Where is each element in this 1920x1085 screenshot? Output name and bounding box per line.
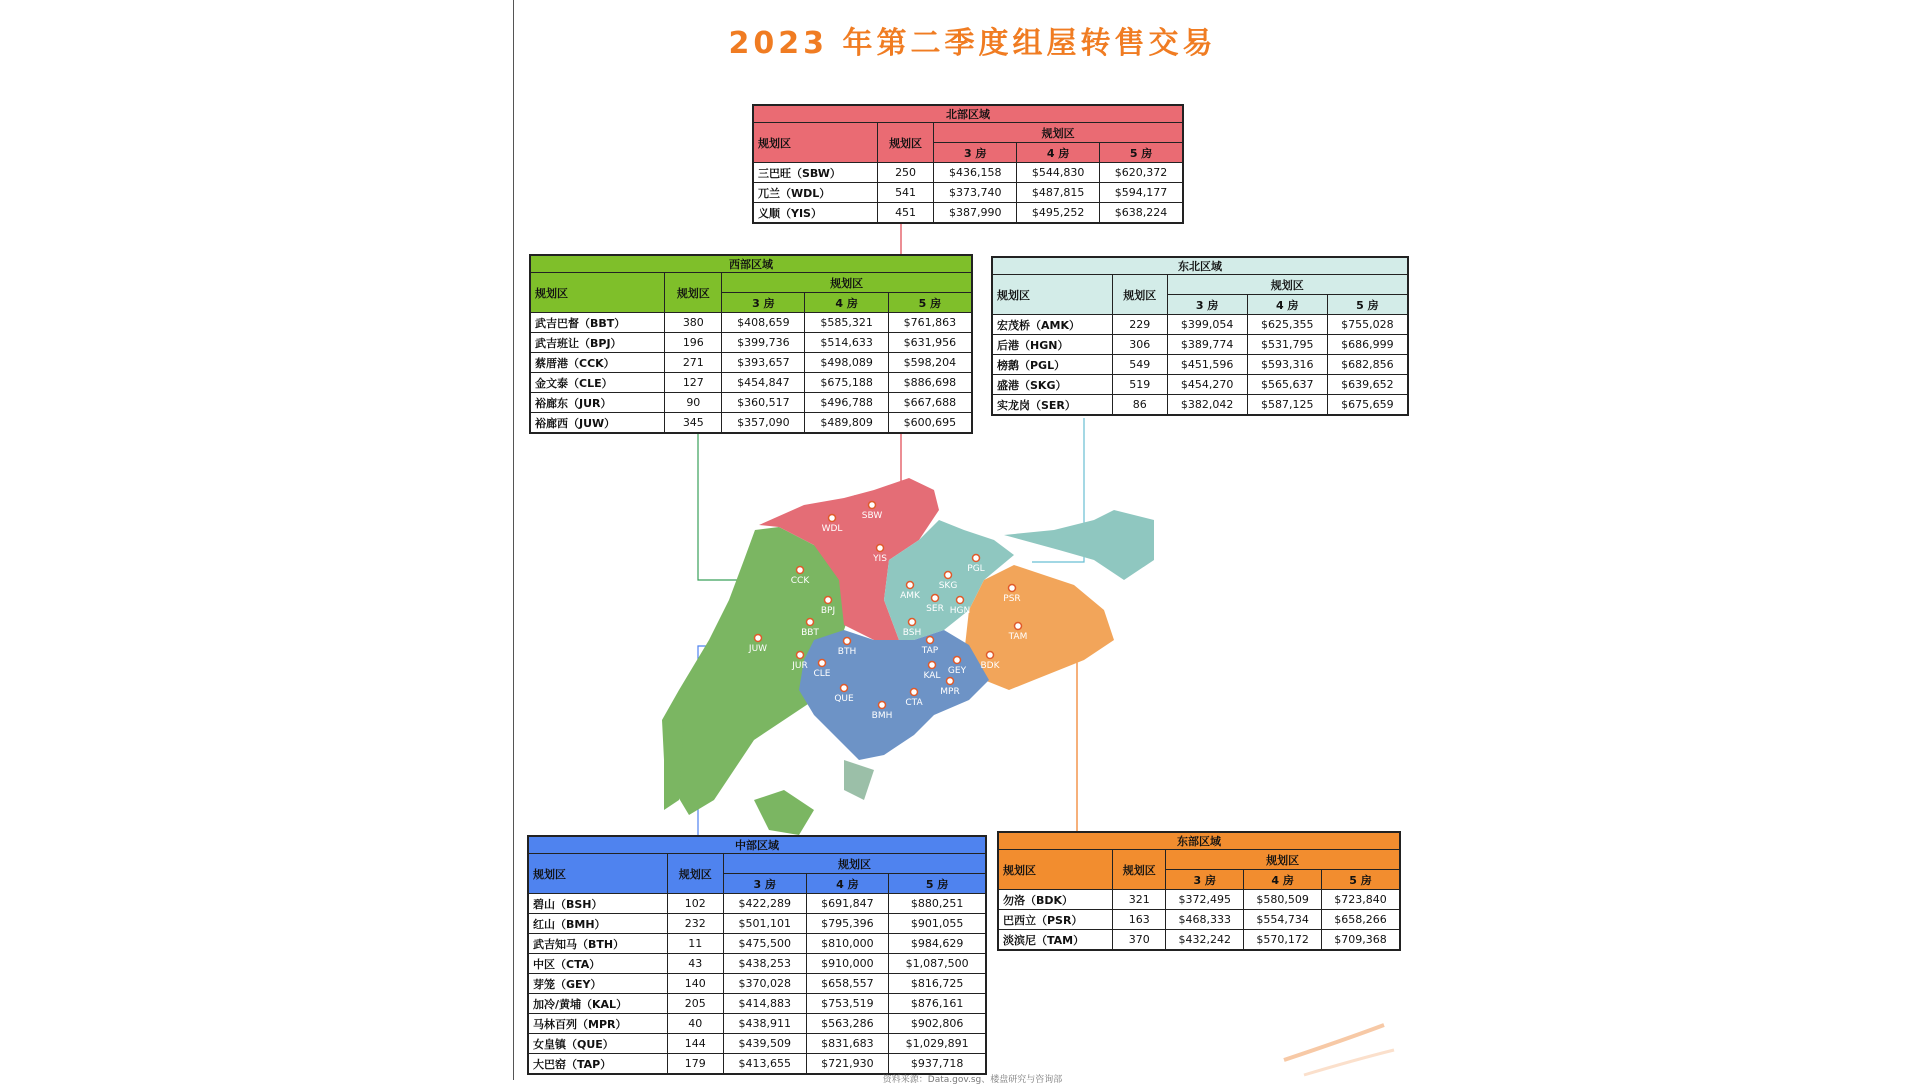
- map-point-marker: [819, 660, 826, 667]
- west-region-table: [529, 254, 973, 434]
- count-cell: 163: [1113, 910, 1166, 930]
- region-name: 东北区域: [993, 258, 1408, 275]
- price-4room-cell: $580,509: [1244, 890, 1322, 910]
- region-name: 西部区域: [531, 256, 972, 273]
- header-5room: 5 房: [889, 874, 986, 894]
- price-4room-cell: $810,000: [806, 934, 889, 954]
- price-3room-cell: $451,596: [1167, 355, 1247, 375]
- header-town: 规划区: [993, 275, 1113, 315]
- price-3room-cell: $454,847: [722, 373, 805, 393]
- price-5room-cell: $902,806: [889, 1014, 986, 1034]
- header-3room: 3 房: [722, 293, 805, 313]
- map-point-label: BMH: [871, 711, 893, 721]
- town-cell: 巴西立（PSR）: [999, 910, 1113, 930]
- header-group: 规划区: [723, 854, 985, 874]
- header-group: 规划区: [934, 123, 1183, 143]
- price-3room-cell: $387,990: [934, 203, 1017, 223]
- town-cell: 裕廊东（JUR）: [531, 393, 665, 413]
- price-5room-cell: $594,177: [1100, 183, 1183, 203]
- count-cell: 43: [667, 954, 723, 974]
- price-4room-cell: $487,815: [1017, 183, 1100, 203]
- price-3room-cell: $432,242: [1166, 930, 1244, 950]
- price-5room-cell: $658,266: [1322, 910, 1400, 930]
- table-row: [999, 930, 1400, 950]
- map-point-marker: [877, 545, 884, 552]
- price-4room-cell: $544,830: [1017, 163, 1100, 183]
- price-4room-cell: $495,252: [1017, 203, 1100, 223]
- count-cell: 345: [665, 413, 722, 433]
- map-point-label: BPJ: [820, 606, 836, 616]
- header-4room: 4 房: [1244, 870, 1322, 890]
- table-row: [754, 163, 1183, 183]
- count-cell: 179: [667, 1054, 723, 1074]
- price-4room-cell: $831,683: [806, 1034, 889, 1054]
- northeast-region-table: [991, 256, 1409, 416]
- price-5room-cell: $723,840: [1322, 890, 1400, 910]
- price-5room-cell: $600,695: [888, 413, 971, 433]
- count-cell: 127: [665, 373, 722, 393]
- price-3room-cell: $408,659: [722, 313, 805, 333]
- count-cell: 229: [1112, 315, 1167, 335]
- count-cell: 90: [665, 393, 722, 413]
- map-point-marker: [841, 685, 848, 692]
- price-4room-cell: $658,557: [806, 974, 889, 994]
- price-3room-cell: $373,740: [934, 183, 1017, 203]
- map-point-label: CLE: [813, 669, 831, 679]
- town-cell: 盛港（SKG）: [993, 375, 1113, 395]
- table-row: [529, 1054, 986, 1074]
- town-cell: 金文泰（CLE）: [531, 373, 665, 393]
- price-4room-cell: $498,089: [805, 353, 888, 373]
- map-point-marker: [932, 595, 939, 602]
- count-cell: 519: [1112, 375, 1167, 395]
- count-cell: 380: [665, 313, 722, 333]
- town-cell: 三巴旺（SBW）: [754, 163, 878, 183]
- price-5room-cell: $761,863: [888, 313, 971, 333]
- town-cell: 芽笼（GEY）: [529, 974, 668, 994]
- count-cell: 86: [1112, 395, 1167, 415]
- town-cell: 后港（HGN）: [993, 335, 1113, 355]
- table-row: [531, 373, 972, 393]
- town-cell: 武吉巴督（BBT）: [531, 313, 665, 333]
- town-cell: 宏茂桥（AMK）: [993, 315, 1113, 335]
- map-point-marker: [954, 657, 961, 664]
- map-point-marker: [907, 582, 914, 589]
- price-3room-cell: $501,101: [723, 914, 806, 934]
- header-count: 规划区: [667, 854, 723, 894]
- price-5room-cell: $886,698: [888, 373, 971, 393]
- price-5room-cell: $876,161: [889, 994, 986, 1014]
- header-3room: 3 房: [1167, 295, 1247, 315]
- table-row: [529, 954, 986, 974]
- southern-island: [754, 790, 814, 835]
- town-cell: 大巴窑（TAP）: [529, 1054, 668, 1074]
- count-cell: 140: [667, 974, 723, 994]
- map-point-label: CCK: [790, 576, 810, 586]
- map-point-label: KAL: [923, 671, 941, 681]
- header-5room: 5 房: [1327, 295, 1407, 315]
- map-point-label: TAM: [1008, 632, 1028, 642]
- price-3room-cell: $436,158: [934, 163, 1017, 183]
- town-cell: 武吉班让（BPJ）: [531, 333, 665, 353]
- map-point-label: QUE: [834, 694, 854, 704]
- price-3room-cell: $393,657: [722, 353, 805, 373]
- count-cell: 11: [667, 934, 723, 954]
- map-point-label: WDL: [821, 524, 843, 534]
- price-3room-cell: $372,495: [1166, 890, 1244, 910]
- price-3room-cell: $399,054: [1167, 315, 1247, 335]
- count-cell: 196: [665, 333, 722, 353]
- price-3room-cell: $389,774: [1167, 335, 1247, 355]
- table-row: [529, 894, 986, 914]
- price-5room-cell: $638,224: [1100, 203, 1183, 223]
- header-5room: 5 房: [1100, 143, 1183, 163]
- table-row: [993, 355, 1408, 375]
- map-point-marker: [825, 597, 832, 604]
- count-cell: 306: [1112, 335, 1167, 355]
- central-region-table: [527, 835, 987, 1075]
- map-point-marker: [1015, 623, 1022, 630]
- table-row: [529, 974, 986, 994]
- header-town: 规划区: [529, 854, 668, 894]
- price-4room-cell: $721,930: [806, 1054, 889, 1074]
- price-3room-cell: $414,883: [723, 994, 806, 1014]
- map-point-marker: [957, 597, 964, 604]
- count-cell: 321: [1113, 890, 1166, 910]
- map-point-label: GEY: [947, 666, 967, 676]
- price-3room-cell: $360,517: [722, 393, 805, 413]
- region-name: 东部区域: [999, 833, 1400, 850]
- map-point-marker: [797, 567, 804, 574]
- count-cell: 451: [877, 203, 934, 223]
- count-cell: 250: [877, 163, 934, 183]
- price-3room-cell: $439,509: [723, 1034, 806, 1054]
- price-5room-cell: $667,688: [888, 393, 971, 413]
- table-row: [529, 1014, 986, 1034]
- town-cell: 裕廊西（JUW）: [531, 413, 665, 433]
- count-cell: 549: [1112, 355, 1167, 375]
- table-row: [529, 994, 986, 1014]
- header-3room: 3 房: [1166, 870, 1244, 890]
- town-cell: 红山（BMH）: [529, 914, 668, 934]
- price-3room-cell: $357,090: [722, 413, 805, 433]
- price-5room-cell: $682,856: [1327, 355, 1407, 375]
- header-3room: 3 房: [723, 874, 806, 894]
- east-region-table: [997, 831, 1401, 951]
- header-count: 规划区: [1112, 275, 1167, 315]
- town-cell: 加冷/黄埔（KAL）: [529, 994, 668, 1014]
- region-name: 中部区域: [529, 837, 986, 854]
- sentosa-island: [844, 760, 874, 800]
- table-row: [999, 890, 1400, 910]
- price-4room-cell: $910,000: [806, 954, 889, 974]
- west-connector: [698, 432, 742, 580]
- table-row: [531, 333, 972, 353]
- table-row: [993, 395, 1408, 415]
- map-point-marker: [869, 502, 876, 509]
- count-cell: 232: [667, 914, 723, 934]
- map-point-marker: [945, 572, 952, 579]
- header-3room: 3 房: [934, 143, 1017, 163]
- table-row: [993, 335, 1408, 355]
- price-4room-cell: $554,734: [1244, 910, 1322, 930]
- price-4room-cell: $675,188: [805, 373, 888, 393]
- count-cell: 370: [1113, 930, 1166, 950]
- price-5room-cell: $937,718: [889, 1054, 986, 1074]
- price-5room-cell: $675,659: [1327, 395, 1407, 415]
- town-cell: 实龙岗（SER）: [993, 395, 1113, 415]
- header-count: 规划区: [665, 273, 722, 313]
- price-4room-cell: $625,355: [1247, 315, 1327, 335]
- town-cell: 兀兰（WDL）: [754, 183, 878, 203]
- map-point-label: YIS: [873, 554, 887, 564]
- count-cell: 271: [665, 353, 722, 373]
- map-point-label: JUR: [792, 661, 808, 671]
- map-point-label: MPR: [940, 687, 960, 697]
- price-4room-cell: $585,321: [805, 313, 888, 333]
- map-point-marker: [879, 702, 886, 709]
- price-4room-cell: $753,519: [806, 994, 889, 1014]
- count-cell: 144: [667, 1034, 723, 1054]
- map-point-marker: [987, 652, 994, 659]
- table-row: [754, 203, 1183, 223]
- price-5room-cell: $755,028: [1327, 315, 1407, 335]
- map-point-label: JUW: [748, 644, 768, 654]
- price-4room-cell: $531,795: [1247, 335, 1327, 355]
- price-3room-cell: $413,655: [723, 1054, 806, 1074]
- header-4room: 4 房: [1017, 143, 1100, 163]
- price-3room-cell: $454,270: [1167, 375, 1247, 395]
- table-row: [993, 315, 1408, 335]
- table-row: [993, 375, 1408, 395]
- map-point-marker: [911, 689, 918, 696]
- map-point-marker: [829, 515, 836, 522]
- header-town: 规划区: [999, 850, 1113, 890]
- header-group: 规划区: [722, 273, 972, 293]
- header-town: 规划区: [531, 273, 665, 313]
- count-cell: 205: [667, 994, 723, 1014]
- price-5room-cell: $901,055: [889, 914, 986, 934]
- east-region-shape: [964, 565, 1114, 690]
- price-3room-cell: $468,333: [1166, 910, 1244, 930]
- table-row: [531, 393, 972, 413]
- map-point-label: SBW: [861, 511, 883, 521]
- table-row: [531, 313, 972, 333]
- map-point-marker: [927, 637, 934, 644]
- map-point-label: BSH: [902, 628, 922, 638]
- map-point-label: PGL: [967, 564, 985, 574]
- map-point-label: AMK: [900, 591, 920, 601]
- header-group: 规划区: [1166, 850, 1400, 870]
- town-cell: 蔡厝港（CCK）: [531, 353, 665, 373]
- header-group: 规划区: [1167, 275, 1407, 295]
- map-point-label: BDK: [980, 661, 1000, 671]
- price-5room-cell: $1,087,500: [889, 954, 986, 974]
- map-point-marker: [973, 555, 980, 562]
- price-3room-cell: $399,736: [722, 333, 805, 353]
- map-point-label: SKG: [938, 581, 958, 591]
- price-3room-cell: $438,911: [723, 1014, 806, 1034]
- price-4room-cell: $795,396: [806, 914, 889, 934]
- price-4room-cell: $489,809: [805, 413, 888, 433]
- count-cell: 40: [667, 1014, 723, 1034]
- town-cell: 武吉知马（BTH）: [529, 934, 668, 954]
- price-4room-cell: $587,125: [1247, 395, 1327, 415]
- price-5room-cell: $686,999: [1327, 335, 1407, 355]
- price-5room-cell: $620,372: [1100, 163, 1183, 183]
- price-4room-cell: $563,286: [806, 1014, 889, 1034]
- price-5room-cell: $639,652: [1327, 375, 1407, 395]
- map-point-marker: [755, 635, 762, 642]
- header-5room: 5 房: [1322, 870, 1400, 890]
- price-3room-cell: $438,253: [723, 954, 806, 974]
- header-count: 规划区: [877, 123, 934, 163]
- source-note: 资料来源：Data.gov.sg、楼盘研究与咨询部: [882, 1075, 1063, 1085]
- price-5room-cell: $816,725: [889, 974, 986, 994]
- map-point-label: PSR: [1003, 594, 1021, 604]
- count-cell: 102: [667, 894, 723, 914]
- price-4room-cell: $496,788: [805, 393, 888, 413]
- header-town: 规划区: [754, 123, 878, 163]
- map-point-label: BTH: [837, 647, 857, 657]
- table-row: [999, 910, 1400, 930]
- count-cell: 541: [877, 183, 934, 203]
- price-4room-cell: $593,316: [1247, 355, 1327, 375]
- header-4room: 4 房: [806, 874, 889, 894]
- price-5room-cell: $1,029,891: [889, 1034, 986, 1054]
- town-cell: 淡滨尼（TAM）: [999, 930, 1113, 950]
- town-cell: 勿洛（BDK）: [999, 890, 1113, 910]
- table-row: [531, 353, 972, 373]
- price-3room-cell: $370,028: [723, 974, 806, 994]
- region-name: 北部区域: [754, 106, 1183, 123]
- document-page: [513, 0, 1431, 1085]
- map-point-label: TAP: [921, 646, 939, 656]
- table-row: [529, 914, 986, 934]
- north-region-table: [752, 104, 1184, 224]
- town-cell: 中区（CTA）: [529, 954, 668, 974]
- price-3room-cell: $422,289: [723, 894, 806, 914]
- price-4room-cell: $570,172: [1244, 930, 1322, 950]
- town-cell: 榜鹅（PGL）: [993, 355, 1113, 375]
- header-4room: 4 房: [805, 293, 888, 313]
- header-count: 规划区: [1113, 850, 1166, 890]
- price-4room-cell: $514,633: [805, 333, 888, 353]
- town-cell: 碧山（BSH）: [529, 894, 668, 914]
- page-title: 2023 年第二季度组屋转售交易: [728, 26, 1217, 61]
- town-cell: 义顺（YIS）: [754, 203, 878, 223]
- price-5room-cell: $880,251: [889, 894, 986, 914]
- table-row: [529, 1034, 986, 1054]
- price-5room-cell: $631,956: [888, 333, 971, 353]
- map-point-marker: [797, 652, 804, 659]
- map-point-marker: [947, 678, 954, 685]
- map-point-label: HGN: [949, 606, 971, 616]
- price-4room-cell: $565,637: [1247, 375, 1327, 395]
- price-4room-cell: $691,847: [806, 894, 889, 914]
- price-3room-cell: $475,500: [723, 934, 806, 954]
- map-point-label: SER: [926, 604, 944, 614]
- map-point-marker: [1009, 585, 1016, 592]
- header-5room: 5 房: [888, 293, 971, 313]
- price-5room-cell: $598,204: [888, 353, 971, 373]
- price-5room-cell: $709,368: [1322, 930, 1400, 950]
- decorative-stroke: [1284, 1025, 1384, 1060]
- map-point-marker: [807, 619, 814, 626]
- map-point-label: BBT: [801, 628, 819, 638]
- map-point-marker: [929, 662, 936, 669]
- map-point-marker: [844, 638, 851, 645]
- table-row: [754, 183, 1183, 203]
- price-3room-cell: $382,042: [1167, 395, 1247, 415]
- map-point-marker: [909, 619, 916, 626]
- price-5room-cell: $984,629: [889, 934, 986, 954]
- central-region-shape: [799, 630, 989, 760]
- header-4room: 4 房: [1247, 295, 1327, 315]
- town-cell: 马林百列（MPR）: [529, 1014, 668, 1034]
- table-row: [531, 413, 972, 433]
- table-row: [529, 934, 986, 954]
- town-cell: 女皇镇（QUE）: [529, 1034, 668, 1054]
- map-point-label: CTA: [905, 698, 923, 708]
